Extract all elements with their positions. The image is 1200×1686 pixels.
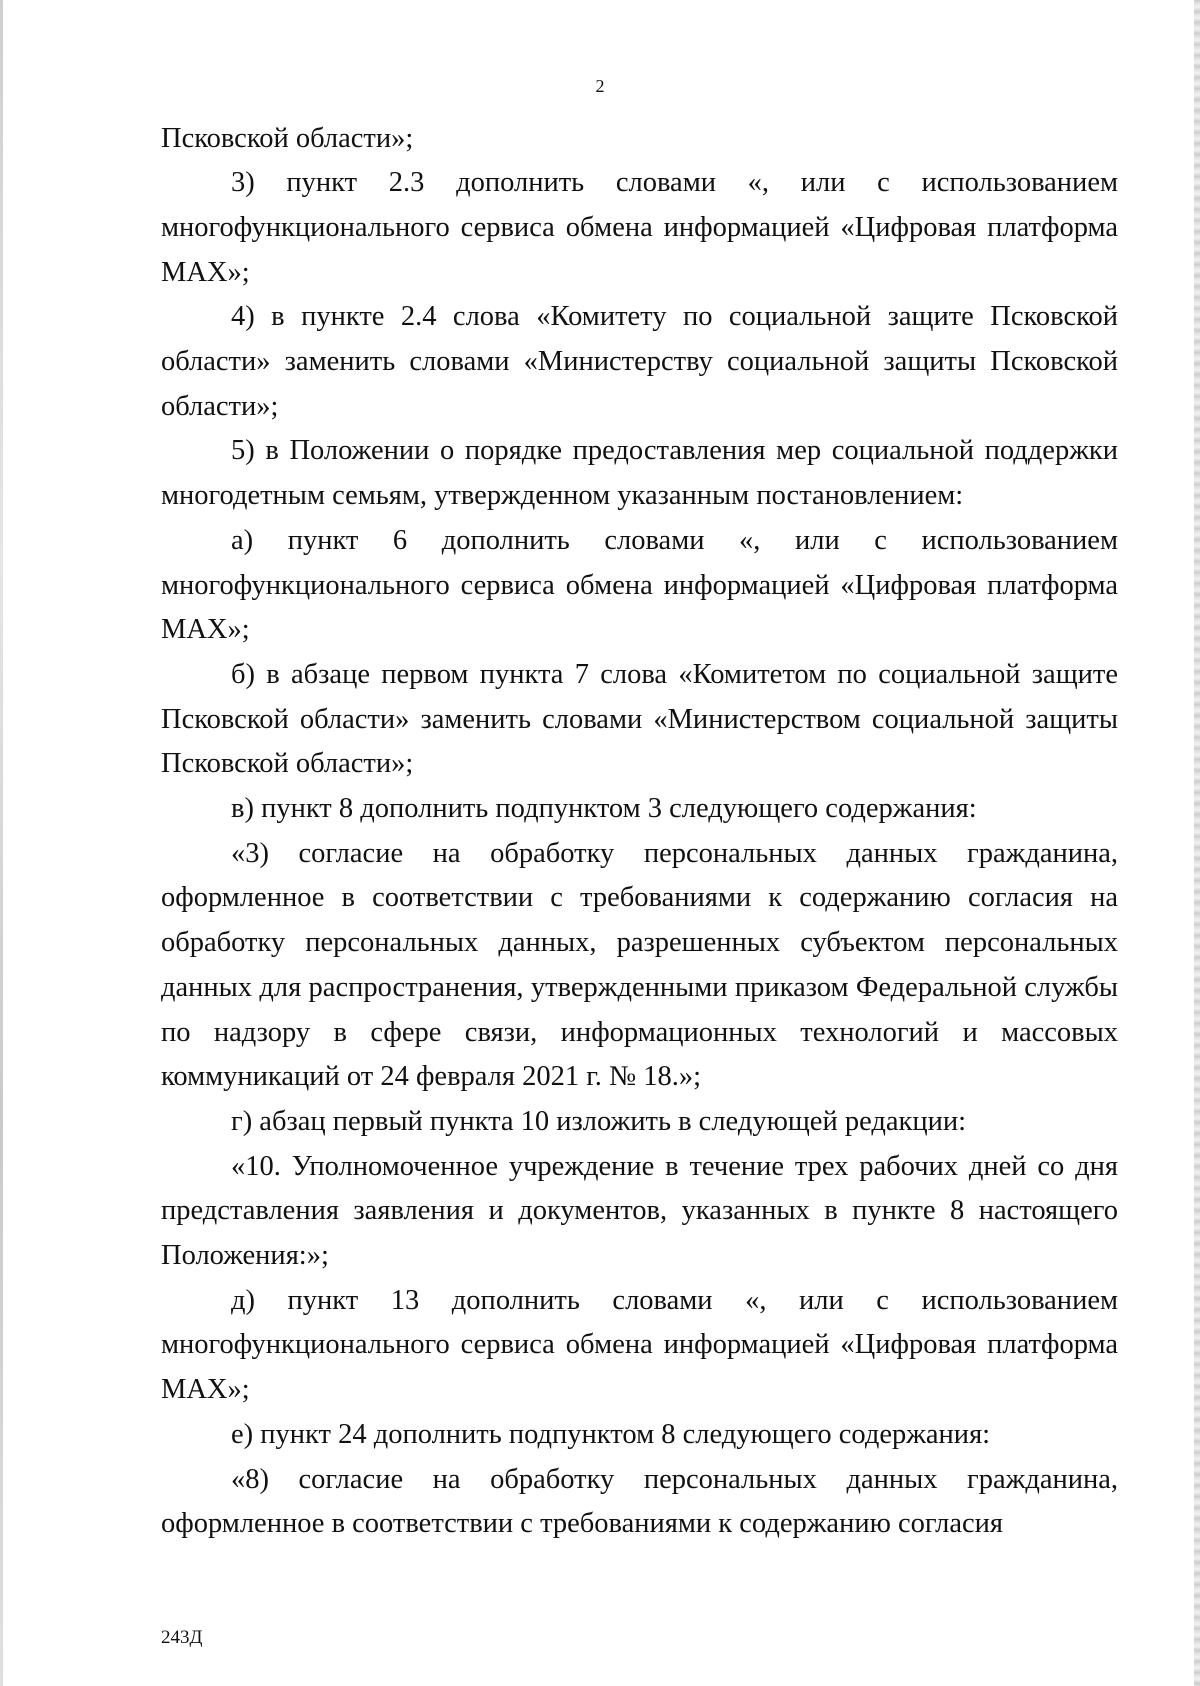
- page-number: 2: [595, 76, 605, 96]
- document-body: [161, 117, 1118, 1548]
- document-code: 243Д: [161, 1627, 203, 1648]
- paragraph-item-5: 5) в Положении о порядке предоставления мер социальной поддержки многодетным семьям, утвержденном указанным постановлением:: [161, 435, 1118, 512]
- paragraph-subitem-d: д) пункт 13 дополнить словами «, или с использованием многофункционального сервиса обмена информацией «Цифровая платформа MAX»;: [161, 1284, 1118, 1406]
- paragraph-subitem-e: е) пункт 24 дополнить подпунктом 8 следующего содержания:: [231, 1418, 991, 1450]
- scan-edge-right: [1194, 0, 1200, 1686]
- paragraph-quote-10: «10. Уполномоченное учреждение в течение трех рабочих дней со дня представления заявления и документов, указанных в пункте 8 настоящего Положения:»;: [161, 1150, 1118, 1272]
- paragraph-subitem-a: а) пункт 6 дополнить словами «, или с использованием многофункционального сервиса обмена информацией «Цифровая платформа MAX»;: [161, 524, 1118, 646]
- scan-edge-left: [0, 0, 3, 1686]
- paragraph-quote-8: «8) согласие на обработку персональных данных гражданина, оформленное в соответствии с требованиями к содержанию согласия: [161, 1463, 1118, 1540]
- paragraph-item-3: 3) пункт 2.3 дополнить словами «, или с использованием многофункционального сервиса обмена информацией «Цифровая платформа MAX»;: [161, 167, 1118, 288]
- paragraph-subitem-b: б) в абзаце первом пункта 7 слова «Комитетом по социальной защите Псковской области» заменить словами «Министерством социальной защиты Псковской области»;: [161, 658, 1118, 780]
- paragraph-subitem-g: г) абзац первый пункта 10 изложить в следующей редакции:: [231, 1105, 967, 1137]
- paragraph-subitem-v: в) пункт 8 дополнить подпунктом 3 следующего содержания:: [231, 793, 977, 825]
- paragraph-quote-3: «3) согласие на обработку персональных данных гражданина, оформленное в соответствии с требованиями к содержанию согласия на обработку персональных данных, разрешенных субъектом персональных данных для распространения, утвержденными приказом Федеральной службы по надзору в сфере связи, информационных технологий и массовых коммуникаций от 24 февраля 2021 г. № 18.»;: [161, 837, 1118, 1093]
- paragraph-item-4: 4) в пункте 2.4 слова «Комитету по социальной защите Псковской области» заменить словами «Министерству социальной защиты Псковской области»;: [161, 301, 1118, 422]
- paragraph-continuation: Псковской области»;: [161, 122, 414, 154]
